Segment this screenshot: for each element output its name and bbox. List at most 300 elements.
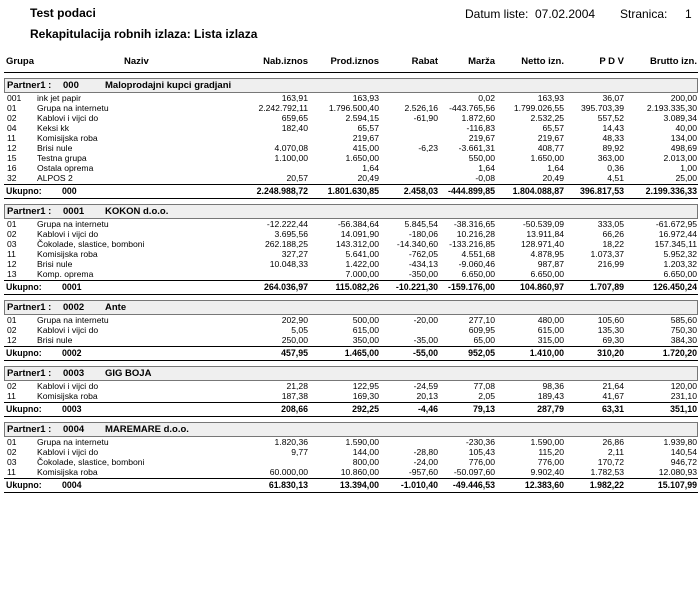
cell-brutto-iznos: 1.939,80 [663,437,697,447]
cell-prod-iznos: 163,93 [352,93,379,103]
table-row [4,229,698,239]
cell-marza: 1,64 [478,163,495,173]
cell-prod-iznos: 1.422,00 [345,259,379,269]
cell-netto-iznos: 189,43 [537,391,564,401]
cell-prod-iznos: 20,49 [357,173,379,183]
cell-pdv: 69,30 [602,335,624,345]
total-rabat: 2.458,03 [403,186,438,196]
total-prod-iznos: 292,25 [352,404,379,414]
cell-netto-iznos: 480,00 [537,315,564,325]
cell-pdv: 2,11 [607,447,624,457]
total-marza: -49.446,53 [452,480,495,490]
column-header-marza: Marža [468,56,495,67]
table-row [4,447,698,457]
partner-group [4,300,698,361]
cell-netto-iznos: 128.971,40 [520,239,564,249]
cell-marza: -133.216,85 [449,239,495,249]
total-prod-iznos: 115.082,26 [335,282,379,292]
cell-marza: -50.097,60 [453,467,495,477]
cell-marza: 4.551,68 [461,249,495,259]
cell-naziv: Kablovi i vijci do [37,113,99,123]
cell-marza: 105,43 [468,447,495,457]
cell-pdv: 14,43 [602,123,624,133]
cell-netto-iznos: 1.590,00 [530,437,564,447]
cell-naziv: Komisijska roba [37,133,98,143]
cell-grupa: 01 [7,219,17,229]
cell-brutto-iznos: 200,00 [670,93,697,103]
total-netto-iznos: 1.804.088,87 [512,186,564,196]
cell-netto-iznos: 4.878,95 [530,249,564,259]
cell-netto-iznos: 776,00 [537,457,564,467]
total-rabat: -1.010,40 [400,480,438,490]
total-marza: 952,05 [468,348,495,358]
cell-marza: 65,00 [473,335,495,345]
total-prod-iznos: 1.801.630,85 [327,186,379,196]
table-row [4,269,698,279]
cell-naziv: Komisijska roba [37,467,98,477]
cell-brutto-iznos: 120,00 [670,381,697,391]
table-row [4,315,698,325]
cell-netto-iznos: 1.650,00 [530,153,564,163]
cell-prod-iznos: 5.641,00 [345,249,379,259]
cell-marza: -443.765,56 [449,103,495,113]
cell-netto-iznos: 2.532,25 [530,113,564,123]
cell-netto-iznos: 65,57 [542,123,564,133]
cell-pdv: 170,72 [597,457,624,467]
subtotal-code: 0001 [62,282,82,292]
total-netto-iznos: 12.383,60 [524,480,564,490]
cell-marza: -3.661,31 [458,143,495,153]
table-row [4,325,698,335]
partner-group [4,78,698,199]
subtotal-label: Ukupno: [6,404,42,414]
cell-marza: -38.316,65 [453,219,495,229]
partner-group [4,204,698,295]
partner-group [4,422,698,493]
cell-netto-iznos: 20,49 [542,173,564,183]
cell-marza: 277,10 [468,315,495,325]
total-prod-iznos: 1.465,00 [344,348,379,358]
cell-rabat: -434,13 [408,259,438,269]
cell-nab-iznos: 2.242.792,11 [258,103,308,113]
cell-rabat: -14.340,60 [396,239,438,249]
cell-nab-iznos: 3.695,56 [274,229,308,239]
cell-pdv: 1.782,53 [590,467,624,477]
partner-name: KOKON d.o.o. [105,206,169,217]
cell-rabat: -24,59 [413,381,438,391]
table-row [4,93,698,103]
cell-naziv: Komp. oprema [37,269,94,279]
cell-pdv: 1.073,37 [590,249,624,259]
cell-pdv: 26,86 [602,437,624,447]
cell-nab-iznos: 163,91 [281,93,308,103]
table-row [4,335,698,345]
cell-grupa: 01 [7,437,17,447]
cell-grupa: 15 [7,153,17,163]
subtotal-row [4,402,698,417]
total-nab-iznos: 2.248.988,72 [256,186,308,196]
cell-pdv: 89,92 [602,143,624,153]
cell-grupa: 12 [7,259,17,269]
cell-netto-iznos: 615,00 [537,325,564,335]
cell-pdv: 48,33 [602,133,624,143]
cell-grupa: 02 [7,229,17,239]
cell-nab-iznos: 1.100,00 [274,153,308,163]
cell-rabat: 20,13 [416,391,438,401]
cell-naziv: Čokolade, slastice, bomboni [37,457,145,467]
cell-naziv: Komisijska roba [37,249,98,259]
cell-prod-iznos: 169,30 [352,391,379,401]
cell-grupa: 32 [7,173,17,183]
cell-brutto-iznos: 12.080,93 [658,467,697,477]
partner-name: Maloprodajni kupci gradjani [105,80,232,91]
cell-grupa: 11 [7,467,16,477]
cell-brutto-iznos: 585,60 [670,315,697,325]
partner-header [4,78,698,93]
cell-marza: 609,95 [468,325,495,335]
cell-marza: 2,05 [478,391,495,401]
cell-naziv: Kablovi i vijci do [37,447,99,457]
table-row [4,143,698,153]
cell-grupa: 02 [7,447,17,457]
cell-marza: 1.872,60 [461,113,495,123]
cell-rabat: -762,05 [408,249,438,259]
cell-marza: -116,83 [466,123,495,133]
cell-rabat: 2.526,16 [404,103,438,113]
total-nab-iznos: 457,95 [281,348,308,358]
page-label: Stranica: [620,7,668,21]
cell-rabat: -180,06 [408,229,438,239]
column-header-nab-iznos: Nab.iznos [263,56,308,67]
cell-prod-iznos: 7.000,00 [345,269,379,279]
total-rabat: -10.221,30 [395,282,438,292]
subtotal-label: Ukupno: [6,480,42,490]
cell-prod-iznos: 10.860,00 [340,467,379,477]
cell-rabat: -61,90 [413,113,438,123]
cell-nab-iznos: 1.820,36 [274,437,308,447]
cell-nab-iznos: 262.188,25 [264,239,308,249]
cell-brutto-iznos: -61.672,95 [655,219,697,229]
cell-pdv: 36,07 [602,93,624,103]
column-header-row [4,56,698,73]
subtotal-code: 0003 [62,404,82,414]
partner-header [4,204,698,219]
cell-marza: -230,36 [465,437,495,447]
subtotal-label: Ukupno: [6,348,42,358]
cell-brutto-iznos: 3.089,34 [663,113,697,123]
cell-pdv: 18,22 [602,239,624,249]
partner-code: 000 [63,80,79,91]
partner-code: 0004 [63,424,85,435]
cell-brutto-iznos: 25,00 [675,173,697,183]
cell-brutto-iznos: 140,54 [670,447,697,457]
cell-nab-iznos: 659,65 [281,113,308,123]
cell-brutto-iznos: 750,30 [670,325,697,335]
column-header-prod-iznos: Prod.iznos [330,56,379,67]
cell-marza: 550,00 [468,153,495,163]
partner-label: Partner1 : [7,368,52,379]
total-pdv: 396.817,53 [579,186,624,196]
cell-rabat: -35,00 [413,335,438,345]
cell-naziv: Kablovi i vijci do [37,325,99,335]
total-netto-iznos: 287,79 [537,404,564,414]
table-row [4,113,698,123]
cell-marza: -9.060,46 [458,259,495,269]
subtotal-row [4,478,698,493]
cell-grupa: 16 [7,163,17,173]
cell-rabat: -350,00 [408,269,438,279]
company-name: Test podaci [30,6,96,20]
cell-naziv: Komisijska roba [37,391,98,401]
cell-netto-iznos: 115,20 [538,447,564,457]
cell-rabat: -20,00 [413,315,438,325]
subtotal-code: 000 [62,186,77,196]
cell-prod-iznos: 500,00 [352,315,379,325]
cell-nab-iznos: 5,05 [291,325,308,335]
date-value: 07.02.2004 [535,7,596,21]
total-pdv: 310,20 [597,348,624,358]
partner-name: Ante [105,302,127,313]
partner-code: 0001 [63,206,85,217]
cell-pdv: 0,36 [607,163,624,173]
cell-nab-iznos: 60.000,00 [269,467,308,477]
cell-brutto-iznos: 1,00 [680,163,697,173]
cell-grupa: 02 [7,325,17,335]
report-table [4,56,698,495]
table-row [4,457,698,467]
cell-brutto-iznos: 384,30 [670,335,697,345]
table-row [4,467,698,477]
partner-header [4,422,698,437]
cell-grupa: 04 [7,123,17,133]
cell-prod-iznos: 1.796.500,40 [328,103,379,113]
cell-brutto-iznos: 946,72 [670,457,697,467]
cell-netto-iznos: 6.650,00 [530,269,564,279]
total-brutto-iznos: 126.450,24 [652,282,697,292]
total-nab-iznos: 264.036,97 [263,282,308,292]
cell-prod-iznos: 219,67 [352,133,379,143]
subtotal-row [4,346,698,361]
total-marza: -444.899,85 [448,186,495,196]
cell-pdv: 21,64 [602,381,624,391]
table-row [4,381,698,391]
table-row [4,437,698,447]
subtotal-code: 0004 [62,480,82,490]
total-pdv: 1.707,89 [589,282,624,292]
cell-pdv: 395.703,39 [580,103,624,113]
cell-brutto-iznos: 157.345,11 [654,239,697,249]
partner-name: GIG BOJA [105,368,152,379]
partner-code: 0003 [63,368,85,379]
report-title: Rekapitulacija robnih izlaza: Lista izlaza [30,27,258,41]
cell-prod-iznos: 1,64 [362,163,379,173]
column-header-brutto-iznos: Brutto izn. [650,56,697,67]
cell-prod-iznos: 122,95 [352,381,379,391]
partner-header [4,366,698,381]
cell-netto-iznos: -50.539,09 [522,219,564,229]
cell-marza: 219,67 [468,133,495,143]
cell-nab-iznos: 10.048,33 [269,259,308,269]
column-header-rabat: Rabat [411,56,438,67]
cell-grupa: 02 [7,381,17,391]
cell-nab-iznos: 9,77 [291,447,308,457]
cell-naziv: Grupa na internetu [37,103,109,113]
cell-pdv: 4,51 [607,173,624,183]
cell-pdv: 105,60 [597,315,624,325]
total-netto-iznos: 1.410,00 [529,348,564,358]
partner-group [4,366,698,417]
partner-header [4,300,698,315]
cell-grupa: 11 [7,391,16,401]
cell-grupa: 11 [7,249,16,259]
total-brutto-iznos: 2.199.336,33 [645,186,697,196]
cell-nab-iznos: 4.070,08 [274,143,308,153]
cell-marza: 77,08 [473,381,495,391]
cell-netto-iznos: 98,36 [542,381,564,391]
partner-groups [4,78,698,493]
column-header-pdv: P D V [599,56,624,67]
cell-naziv: Brisi nule [37,259,73,269]
partner-label: Partner1 : [7,424,52,435]
cell-brutto-iznos: 6.650,00 [663,269,697,279]
partner-label: Partner1 : [7,80,52,91]
partner-name: MAREMARE d.o.o. [105,424,189,435]
cell-pdv: 557,52 [597,113,624,123]
cell-netto-iznos: 315,00 [537,335,564,345]
cell-nab-iznos: -12.222,44 [266,219,308,229]
cell-netto-iznos: 13.911,84 [526,229,564,239]
cell-netto-iznos: 987,87 [537,259,564,269]
cell-pdv: 135,30 [597,325,624,335]
cell-naziv: Ostala oprema [37,163,94,173]
total-rabat: -4,46 [417,404,438,414]
cell-grupa: 01 [7,103,17,113]
cell-nab-iznos: 250,00 [281,335,308,345]
cell-prod-iznos: 615,00 [352,325,379,335]
subtotal-label: Ukupno: [6,186,42,196]
cell-naziv: ALPOS 2 [37,173,73,183]
cell-rabat: 5.845,54 [404,219,438,229]
cell-naziv: Grupa na internetu [37,219,109,229]
cell-brutto-iznos: 16.972,44 [658,229,697,239]
cell-prod-iznos: 65,57 [357,123,379,133]
column-header-naziv: Naziv [124,56,149,67]
cell-rabat: -28,80 [413,447,438,457]
table-row [4,391,698,401]
cell-grupa: 02 [7,113,17,123]
total-brutto-iznos: 351,10 [670,404,697,414]
table-row [4,249,698,259]
cell-brutto-iznos: 498,69 [670,143,697,153]
cell-naziv: Grupa na internetu [37,437,109,447]
total-prod-iznos: 13.394,00 [339,480,379,490]
total-brutto-iznos: 15.107,99 [657,480,697,490]
cell-nab-iznos: 182,40 [281,123,308,133]
total-pdv: 63,31 [601,404,624,414]
cell-pdv: 66,26 [602,229,624,239]
cell-nab-iznos: 187,38 [281,391,308,401]
table-row [4,133,698,143]
total-rabat: -55,00 [413,348,438,358]
cell-rabat: -24,00 [413,457,438,467]
total-nab-iznos: 61.830,13 [268,480,308,490]
cell-naziv: Keksi kk [37,123,69,133]
cell-grupa: 13 [7,269,17,279]
cell-nab-iznos: 327,27 [281,249,308,259]
cell-nab-iznos: 21,28 [286,381,308,391]
cell-marza: 0,02 [478,93,495,103]
cell-grupa: 001 [7,93,22,103]
table-row [4,219,698,229]
cell-marza: 6.650,00 [461,269,495,279]
cell-rabat: -6,23 [418,143,438,153]
cell-brutto-iznos: 2.013,00 [663,153,697,163]
cell-grupa: 12 [7,143,17,153]
total-marza: 79,13 [472,404,495,414]
cell-marza: 776,00 [468,457,495,467]
cell-prod-iznos: 1.650,00 [345,153,379,163]
cell-grupa: 12 [7,335,17,345]
cell-naziv: Čokolade, slastice, bomboni [37,239,145,249]
cell-grupa: 11 [7,133,16,143]
cell-nab-iznos: 202,90 [281,315,308,325]
cell-naziv: Brisi nule [37,335,73,345]
cell-prod-iznos: 144,00 [352,447,379,457]
table-row [4,163,698,173]
cell-prod-iznos: -56.384,64 [337,219,379,229]
cell-brutto-iznos: 2.193.335,30 [646,103,697,113]
cell-naziv: Brisi nule [37,143,73,153]
cell-prod-iznos: 1.590,00 [345,437,379,447]
cell-prod-iznos: 143.312,00 [335,239,379,249]
total-brutto-iznos: 1.720,20 [662,348,697,358]
cell-prod-iznos: 350,00 [352,335,379,345]
cell-pdv: 216,99 [597,259,624,269]
cell-netto-iznos: 1,64 [547,163,564,173]
cell-grupa: 03 [7,239,17,249]
subtotal-code: 0002 [62,348,82,358]
cell-netto-iznos: 219,67 [537,133,564,143]
page-number: 1 [685,7,692,21]
cell-naziv: Grupa na internetu [37,315,109,325]
cell-nab-iznos: 20,57 [286,173,308,183]
table-row [4,239,698,249]
total-pdv: 1.982,22 [589,480,624,490]
subtotal-label: Ukupno: [6,282,42,292]
total-netto-iznos: 104.860,97 [519,282,564,292]
table-row [4,103,698,113]
partner-label: Partner1 : [7,302,52,313]
date-label: Datum liste: [465,7,529,21]
cell-brutto-iznos: 5.952,32 [663,249,697,259]
total-nab-iznos: 208,66 [281,404,308,414]
cell-grupa: 03 [7,457,17,467]
cell-naziv: Kablovi i vijci do [37,229,99,239]
cell-pdv: 363,00 [597,153,624,163]
partner-label: Partner1 : [7,206,52,217]
table-row [4,153,698,163]
cell-grupa: 01 [7,315,17,325]
table-row [4,173,698,183]
cell-prod-iznos: 415,00 [352,143,379,153]
cell-marza: -0,08 [475,173,495,183]
table-row [4,123,698,133]
cell-brutto-iznos: 134,00 [670,133,697,143]
column-header-grupa: Grupa [6,56,34,67]
total-marza: -159.176,00 [448,282,495,292]
cell-prod-iznos: 14.091,90 [340,229,379,239]
cell-naziv: Kablovi i vijci do [37,381,99,391]
